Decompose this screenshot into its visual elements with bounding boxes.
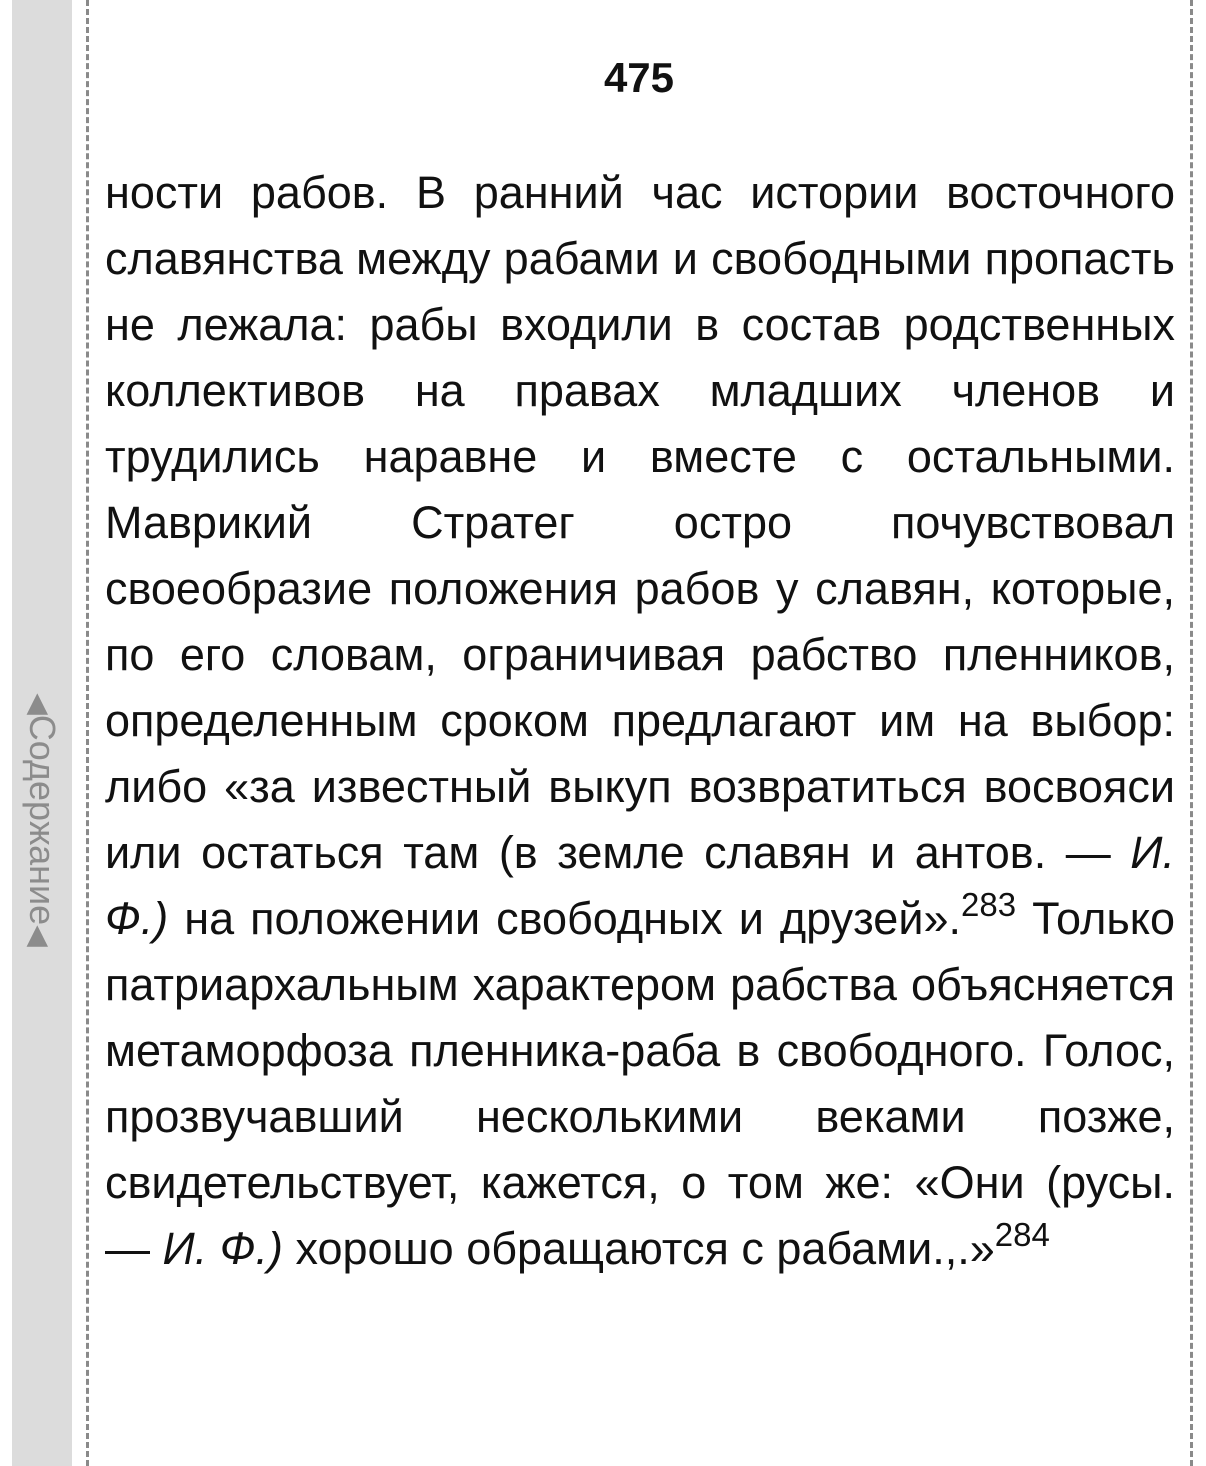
italic-initials: И. Ф.) xyxy=(162,1223,283,1274)
text-run: Только патриархальным характером рабства объясняется метаморфоза пленника-раба в свободного. Голос, прозвучавший несколькими веками позже, свидетельствует, кажется, о том же: «Они (русы. — xyxy=(105,893,1176,1274)
contents-label-text: Содержание xyxy=(22,714,63,926)
text-run: на положении свободных и друзей». xyxy=(168,893,962,944)
page-number: 475 xyxy=(603,54,675,101)
arrow-left-icon: ◀ xyxy=(24,693,55,715)
page-frame-right-border xyxy=(1190,0,1193,1466)
contents-tab-label xyxy=(21,693,63,947)
footnote-ref-284[interactable]: 284 xyxy=(994,1215,1050,1253)
page-frame-left-border xyxy=(86,0,89,1466)
text-run: ности рабов. В ранний час истории восточного славянства между рабами и свободными пропасть не лежала: рабы входили в состав родственных коллективов на правах младших членов и трудились наравне и вместе с остальными. Маврикий Стратег остро почувствовал своеобразие положения рабов у славян, которые, по его словам, ограничивая рабство пленников, определенным сроком предлагают им на выбор: либо «за известный выкуп возвратиться восвояси или остаться там (в земле славян и антов. — xyxy=(105,167,1175,878)
footnote-ref-283[interactable]: 283 xyxy=(961,885,1017,923)
body-paragraph xyxy=(105,160,1175,1282)
arrow-right-icon: ◀ xyxy=(24,925,55,947)
left-gutter xyxy=(0,0,12,1466)
text-run: хорошо обращаются с рабами.,.» xyxy=(282,1223,995,1274)
italic-initials: И. Ф.) xyxy=(105,827,1175,944)
contents-sidebar-tab[interactable] xyxy=(12,0,72,1466)
